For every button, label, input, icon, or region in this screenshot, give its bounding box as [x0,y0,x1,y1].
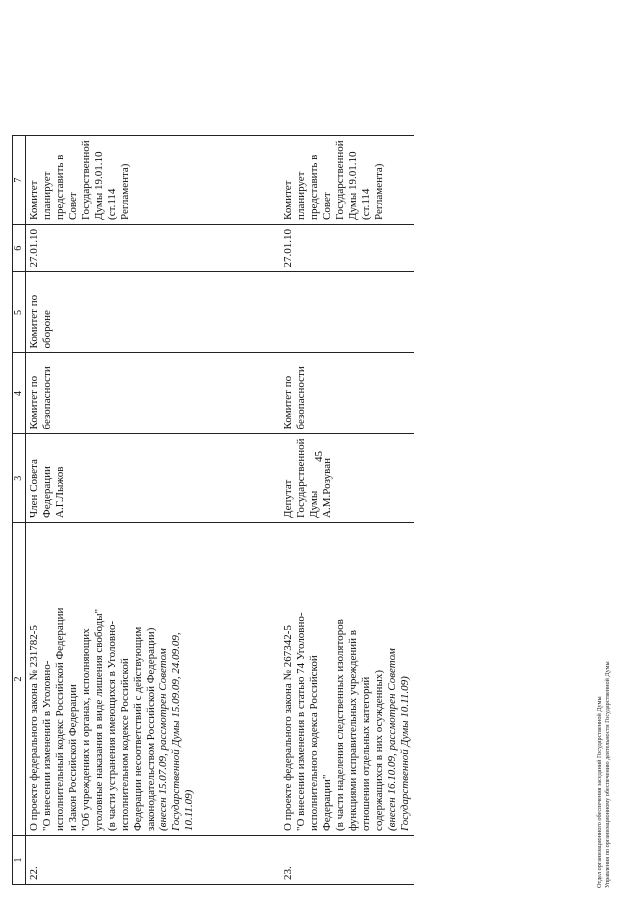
note-cell [25,136,198,225]
text-line: А.Г.Лыжов [53,466,66,518]
co-committee-cell [280,272,414,353]
footer-line: Управления по организационному обеспечению деятельности Государственной Думы [604,661,612,888]
text-line: Государственной [295,438,308,518]
committee-cell [25,353,198,434]
text-line: Думы [308,490,321,518]
spacer-cell [198,353,280,434]
text-line: Государственной [334,140,347,220]
note-cell [280,136,414,225]
column-header: 2 [13,523,26,836]
table-row [280,136,414,885]
text-line: представить в Совет [53,154,79,220]
text-line: (ст.114 Регламента) [360,163,386,220]
text-line: Комитет планирует [27,171,53,220]
author-cell [25,434,198,523]
text-line: и Закон Российской Федерации [66,684,79,831]
spacer-cell [198,272,280,353]
text-line: О проекте федерального закона № 267342-5 [282,625,295,831]
bills-table [12,135,414,885]
text-line: Комитет по [27,375,40,430]
page-number: 45 [313,451,325,462]
spacer-cell [198,224,280,272]
text-line: Член Совета [27,459,40,518]
author-cell [280,434,414,523]
text-line: исполнительном кодексе Российской [118,658,131,831]
text-line: О проекте федерального закона № 231782-5 [27,625,40,831]
spacer-cell [198,523,280,836]
column-header: 6 [13,224,26,272]
row-number: 22. [25,836,198,885]
text-line: Государственной Думы 15.09.09, 24.09.09, [170,632,183,831]
text-line: Комитет планирует [282,171,308,220]
text-line: исполнительного кодекса Российской [308,655,321,831]
text-line: А.М.Розуван [321,457,334,518]
text-line: отношении отдельных категорий [360,676,373,831]
text-line: безопасности [40,366,53,430]
text-line: Комитет по [27,294,40,349]
text-line: Думы 19.01.10 [347,151,360,220]
text-line: Федерации несоответствий с действующим [131,626,144,831]
text-line: (в части наделения следственных изоляторов [334,619,347,831]
text-line: законодательством Российской Федерации) [144,627,157,831]
spacer-cell [198,836,280,885]
text-line: Государственной [79,140,92,220]
text-line: функциями исправительных учреждений в [347,630,360,831]
column-header: 5 [13,272,26,353]
text-line: обороне [40,310,53,349]
text-line: 10.11.09) [183,789,196,831]
column-header: 3 [13,434,26,523]
text-line: (внесен 16.10.09, рассмотрен Советом [386,648,399,831]
text-line: (внесен 15.07.09, рассмотрен Советом [157,648,170,831]
date-cell: 27.01.10 [280,224,414,272]
spacer-cell [198,136,280,225]
text-line: содержащихся в них осужденных) [373,670,386,831]
column-header: 1 [13,836,26,885]
spacer-cell [198,434,280,523]
project-cell [25,523,198,836]
co-committee-cell [25,272,198,353]
column-header: 7 [13,136,26,225]
text-line: Федерации [40,466,53,518]
date-cell: 27.01.10 [25,224,198,272]
text-line: Государственной Думы 10.11.09) [399,676,412,831]
row-number: 23. [280,836,414,885]
text-line: безопасности [295,366,308,430]
column-header: 4 [13,353,26,434]
column-number-row [13,136,26,885]
row-spacer [198,136,280,885]
text-line: уголовные наказания в виде лишения свободы" [92,608,105,831]
text-line: исполнительный кодекс Российской Федерации [53,607,66,831]
text-line: "О внесении изменения в статью 74 Уголовно- [295,612,308,831]
text-line: представить в Совет [308,154,334,220]
text-line: (в части устранения имеющихся в Уголовно- [105,620,118,831]
committee-cell [280,353,414,434]
text-line: "О внесении изменений в Уголовно- [40,660,53,831]
table-row [25,136,198,885]
project-cell [280,523,414,836]
text-line: (ст.114 Регламента) [105,163,131,220]
footer [596,661,613,888]
text-line: Думы 19.01.10 [92,151,105,220]
text-line: Комитет по [282,375,295,430]
text-line: "Об учреждениях и органах, исполняющих [79,628,92,831]
text-line: Депутат [282,479,295,518]
footer-line: Отдел организационного обеспечения заседаний Государственной Думы [596,696,603,888]
text-line: Федерации" [321,774,334,831]
